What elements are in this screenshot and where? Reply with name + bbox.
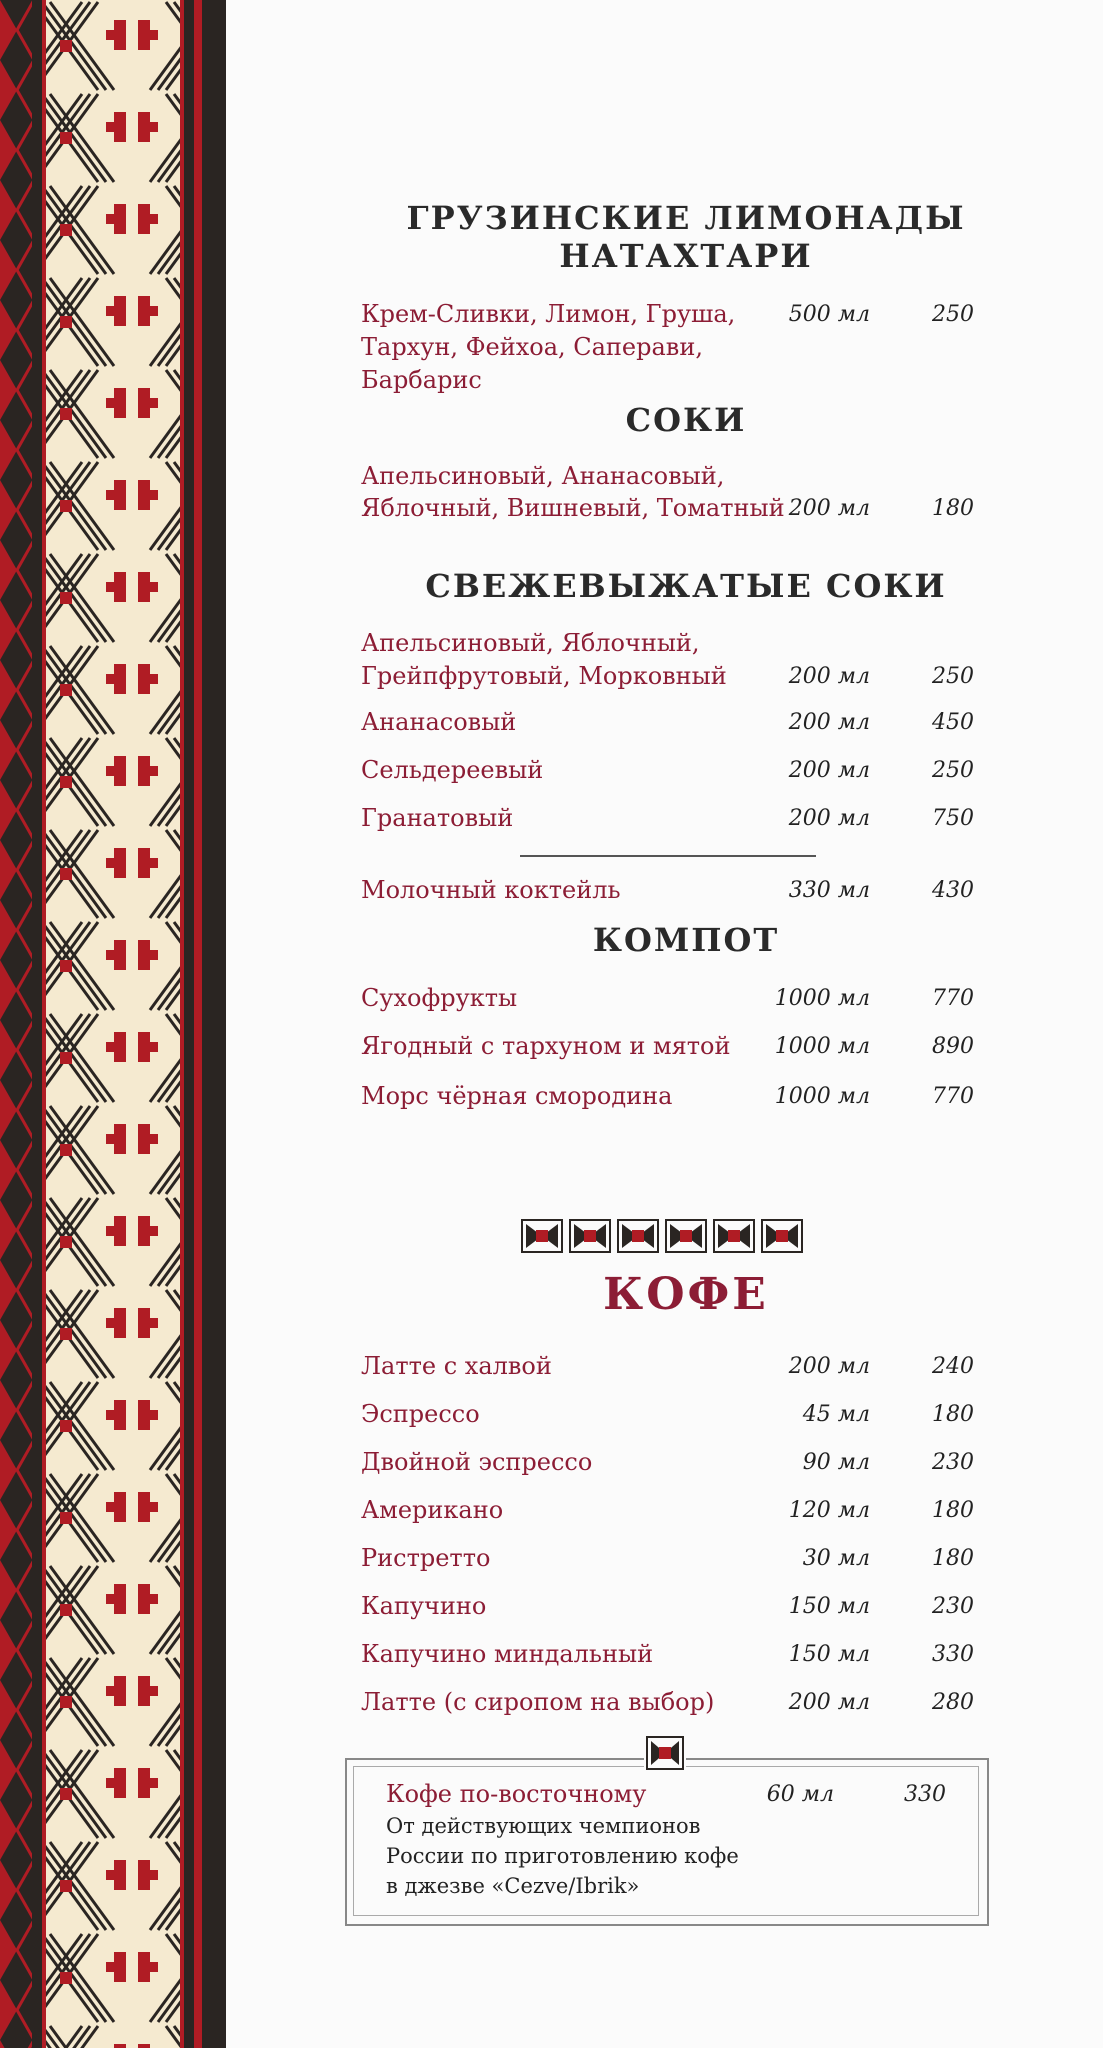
menu-item-price: 250 [932,758,974,783]
menu-item-volume: 200 мл [788,1354,870,1379]
special-item-name: Кофе по-восточному [386,1780,647,1808]
menu-item-price: 230 [932,1594,974,1619]
section-subtitle-lemonade: НАТАХТАРИ [559,237,813,275]
menu-item-price: 180 [932,1498,974,1523]
menu-item-volume: 45 мл [802,1402,870,1427]
menu-item-name: Капучино [361,1592,487,1620]
menu-item-price: 330 [932,1642,974,1667]
menu-item-price: 230 [932,1450,974,1475]
menu-item-name: Яблочный, Вишневый, Томатный [361,494,785,522]
menu-item-name: Апельсиновый, Ананасовый, [361,462,725,490]
menu-item-name: Двойной эспрессо [361,1448,593,1476]
special-item-description: в джезве «Cezve/Ibrik» [386,1874,640,1898]
section-title-fresh-juices: СВЕЖЕВЫЖАТЫЕ СОКИ [425,567,947,605]
menu-item-price: 770 [932,1084,974,1109]
section-title-lemonade: ГРУЗИНСКИЕ ЛИМОНАДЫ [406,199,966,237]
section-title-coffee: КОФЕ [603,1269,769,1320]
menu-item-name: Эспрессо [361,1400,480,1428]
menu-item-name: Ягодный с тархуном и мятой [361,1032,731,1060]
menu-item-name: Латте (с сиропом на выбор) [361,1688,715,1716]
menu-item-price: 250 [932,664,974,689]
menu-item-price: 450 [932,710,974,735]
special-item-description: России по приготовлению кофе [386,1844,739,1868]
menu-item-name: Барбарис [361,366,482,394]
menu-item-volume: 200 мл [788,758,870,783]
menu-item-volume: 200 мл [788,664,870,689]
menu-item-name: Сельдереевый [361,756,544,784]
divider [520,855,816,857]
menu-item-name: Ристретто [361,1544,491,1572]
menu-item-volume: 1000 мл [774,1034,870,1059]
menu-item-name: Крем-Сливки, Лимон, Груша, [361,300,736,328]
menu-item-price: 240 [932,1354,974,1379]
menu-item-name: Апельсиновый, Яблочный, [361,629,700,657]
menu-item-name: Грейпфрутовый, Морковный [361,662,727,690]
section-title-compote: КОМПОТ [592,921,780,959]
menu-item-name: Молочный коктейль [361,876,621,904]
menu-item-volume: 200 мл [788,806,870,831]
menu-item-price: 890 [932,1034,974,1059]
special-item-description: От действующих чемпионов [386,1814,701,1838]
menu-item-volume: 1000 мл [774,986,870,1011]
menu-item-volume: 330 мл [788,878,870,903]
menu-item-volume: 200 мл [788,710,870,735]
menu-item-name: Сухофрукты [361,984,518,1012]
menu-item-name: Морс чёрная смородина [361,1082,673,1110]
menu-item-name: Латте с халвой [361,1352,552,1380]
menu-item-volume: 200 мл [788,496,870,521]
menu-item-name: Американо [361,1496,504,1524]
ornament-icon [644,1732,686,1774]
menu-item-volume: 120 мл [788,1498,870,1523]
menu-item-name: Ананасовый [361,708,517,736]
menu-item-price: 180 [932,1546,974,1571]
menu-item-price: 250 [932,302,974,327]
menu-item-name: Гранатовый [361,804,514,832]
menu-item-price: 180 [932,1402,974,1427]
menu-item-volume: 200 мл [788,1690,870,1715]
menu-item-volume: 1000 мл [774,1084,870,1109]
menu-item-volume: 90 мл [802,1450,870,1475]
menu-item-name: Капучино миндальный [361,1640,654,1668]
menu-item-volume: 150 мл [788,1594,870,1619]
menu-item-price: 180 [932,496,974,521]
ornament-divider-icon [520,1216,816,1256]
menu-item-volume: 500 мл [788,302,870,327]
menu-item-price: 280 [932,1690,974,1715]
special-item-price: 330 [904,1782,946,1807]
menu-item-volume: 150 мл [788,1642,870,1667]
menu-item-volume: 30 мл [802,1546,870,1571]
menu-item-price: 770 [932,986,974,1011]
section-title-juices: СОКИ [625,401,747,439]
special-item-volume: 60 мл [766,1782,834,1807]
menu-item-price: 430 [932,878,974,903]
menu-item-price: 750 [932,806,974,831]
menu-item-name: Тархун, Фейхоа, Саперави, [361,333,703,361]
